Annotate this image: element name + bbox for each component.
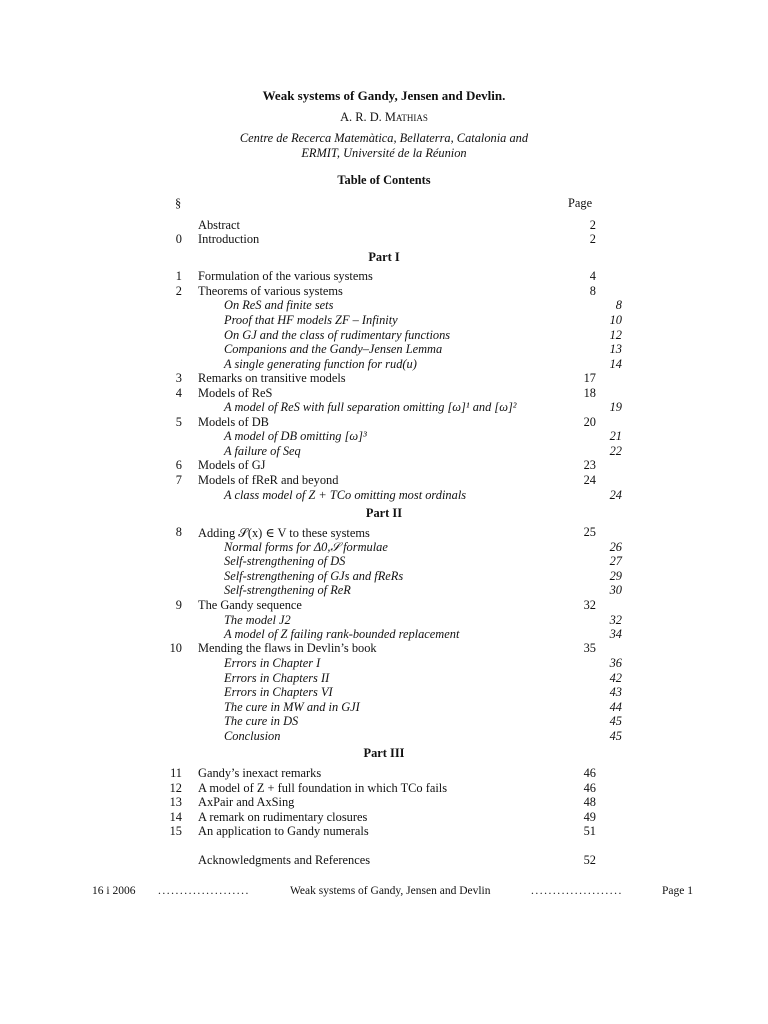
toc-entry bbox=[0, 218, 768, 233]
toc-entry-title: Models of GJ bbox=[198, 458, 266, 472]
toc-subentry bbox=[0, 400, 768, 415]
toc-subentry-page: 29 bbox=[609, 569, 622, 583]
page-column-label: Page bbox=[568, 196, 593, 210]
toc-entry bbox=[0, 824, 768, 839]
toc-subentry bbox=[0, 342, 768, 357]
toc-subentry-page: 30 bbox=[609, 583, 622, 597]
toc-subentry bbox=[0, 313, 768, 328]
toc-subentry bbox=[0, 554, 768, 569]
toc-entry bbox=[0, 641, 768, 656]
toc-subentry bbox=[0, 613, 768, 628]
toc-entry-page: 35 bbox=[583, 641, 596, 655]
toc-entry-page: 18 bbox=[583, 386, 596, 400]
toc-entry-title: Mending the flaws in Devlin’s book bbox=[198, 641, 377, 655]
toc-entry-title: Models of fReR and beyond bbox=[198, 473, 339, 487]
toc-subentry bbox=[0, 627, 768, 642]
toc-subentry bbox=[0, 685, 768, 700]
toc-subentry bbox=[0, 444, 768, 459]
toc-subentry bbox=[0, 729, 768, 744]
toc-subentry-page: 45 bbox=[609, 729, 622, 743]
toc-subentry-page: 45 bbox=[609, 714, 622, 728]
toc-subentry-title: Errors in Chapter I bbox=[224, 656, 321, 670]
footer-dots-left: ..................... bbox=[158, 885, 250, 897]
toc-subentry-title: A single generating function for rud(u) bbox=[224, 357, 417, 371]
toc-entry-title: The Gandy sequence bbox=[198, 598, 302, 612]
toc-entry-number: 10 bbox=[169, 641, 182, 655]
toc-subentry bbox=[0, 328, 768, 343]
toc-entry bbox=[0, 598, 768, 613]
toc-subentry-page: 27 bbox=[609, 554, 622, 568]
toc-entry bbox=[0, 853, 768, 868]
toc-subentry bbox=[0, 357, 768, 372]
toc-subentry bbox=[0, 656, 768, 671]
toc-entry-title: Models of DB bbox=[198, 415, 269, 429]
toc-entry-page: 32 bbox=[583, 598, 596, 612]
toc-entry-page: 48 bbox=[583, 795, 596, 809]
toc-entry-title: Introduction bbox=[198, 232, 260, 246]
toc-entry bbox=[0, 781, 768, 796]
toc-subentry bbox=[0, 429, 768, 444]
toc-subentry-title: Errors in Chapters II bbox=[224, 671, 330, 685]
toc-entry-page: 25 bbox=[583, 525, 596, 539]
toc-subentry-page: 36 bbox=[609, 656, 622, 670]
toc-entry-number: 9 bbox=[175, 598, 182, 612]
toc-entry-title: Adding 𝒮(x) ∈ V to these systems bbox=[198, 526, 370, 540]
toc-subentry-page: 10 bbox=[609, 313, 622, 327]
toc-subentry-page: 34 bbox=[609, 627, 622, 641]
toc-subentry-page: 14 bbox=[609, 357, 622, 371]
toc-subentry-title: Self-strengthening of GJs and fReRs bbox=[224, 569, 404, 583]
toc-entry-number: 12 bbox=[169, 781, 182, 795]
toc-subentry-title: A class model of Z + TCo omitting most ordinals bbox=[224, 488, 467, 502]
toc-subentry-title: On ReS and finite sets bbox=[224, 298, 334, 312]
toc-subentry-page: 19 bbox=[609, 400, 622, 414]
toc-subentry-title: Errors in Chapters VI bbox=[224, 685, 333, 699]
toc-entry-page: 8 bbox=[589, 284, 596, 298]
toc-entry-number: 8 bbox=[175, 525, 182, 539]
toc-entry-title: Abstract bbox=[198, 218, 240, 232]
toc-entry bbox=[0, 525, 768, 540]
toc-entry-title: Gandy’s inexact remarks bbox=[198, 766, 322, 780]
affiliation-line-2: ERMIT, Université de la Réunion bbox=[301, 146, 467, 160]
toc-entry-page: 23 bbox=[583, 458, 596, 472]
toc-entry-page: 24 bbox=[583, 473, 596, 487]
toc-entry-page: 46 bbox=[583, 781, 596, 795]
toc-subentry bbox=[0, 671, 768, 686]
toc-subentry-title: Self-strengthening of DS bbox=[224, 554, 346, 568]
toc-subentry bbox=[0, 298, 768, 313]
toc-entry-number: 13 bbox=[169, 795, 182, 809]
footer-dots-right: ..................... bbox=[531, 885, 623, 897]
toc-entry-number: 5 bbox=[175, 415, 182, 429]
toc-subentry bbox=[0, 540, 768, 555]
toc-entry bbox=[0, 473, 768, 488]
toc-entry bbox=[0, 458, 768, 473]
toc-entry bbox=[0, 269, 768, 284]
toc-entry bbox=[0, 284, 768, 299]
toc-subentry bbox=[0, 569, 768, 584]
toc-entry-page: 49 bbox=[583, 810, 596, 824]
toc-entry-page: 51 bbox=[583, 824, 596, 838]
toc-subentry-title: Normal forms for Δ0,𝒮 formulae bbox=[224, 540, 388, 554]
toc-heading: Table of Contents bbox=[337, 173, 431, 187]
toc-entry-title: AxPair and AxSing bbox=[198, 795, 295, 809]
toc-entry-number: 6 bbox=[175, 458, 182, 472]
toc-subentry-page: 24 bbox=[609, 488, 622, 502]
toc-entry-page: 17 bbox=[583, 371, 596, 385]
toc-entry-number: 0 bbox=[175, 232, 182, 246]
toc-entry-number: 14 bbox=[169, 810, 182, 824]
author: A. R. D. Mathias bbox=[340, 110, 428, 124]
toc-entry-number: 11 bbox=[170, 766, 182, 780]
toc-entry-title: Acknowledgments and References bbox=[198, 853, 371, 867]
toc-subentry-title: A model of Z failing rank-bounded replacement bbox=[224, 627, 460, 641]
affiliation-line-1: Centre de Recerca Matemàtica, Bellaterra, Catalonia and bbox=[239, 131, 529, 145]
toc-entry-number: 15 bbox=[169, 824, 182, 838]
toc-entry-page: 2 bbox=[589, 218, 596, 232]
toc-subentry-title: A failure of Seq bbox=[224, 444, 301, 458]
toc-entry bbox=[0, 232, 768, 247]
footer-date: 16 i 2006 bbox=[92, 885, 136, 897]
toc-subentry-page: 12 bbox=[609, 328, 622, 342]
toc-subentry-page: 43 bbox=[609, 685, 622, 699]
toc-entry-number: 7 bbox=[175, 473, 182, 487]
toc-subentry-title: Companions and the Gandy–Jensen Lemma bbox=[224, 342, 443, 356]
toc-entry bbox=[0, 795, 768, 810]
toc-subentry-page: 44 bbox=[609, 700, 622, 714]
section-symbol: § bbox=[175, 196, 182, 210]
toc-entry-title: Models of ReS bbox=[198, 386, 273, 400]
toc-entry-number: 2 bbox=[175, 284, 182, 298]
footer-running-title: Weak systems of Gandy, Jensen and Devlin bbox=[290, 885, 491, 897]
toc-subentry-page: 26 bbox=[609, 540, 622, 554]
footer-page-number: Page 1 bbox=[662, 885, 693, 897]
toc-subentry-title: On GJ and the class of rudimentary functions bbox=[224, 328, 451, 342]
part-heading: Part II bbox=[365, 506, 403, 520]
toc-entry bbox=[0, 415, 768, 430]
toc-entry-title: Remarks on transitive models bbox=[198, 371, 346, 385]
toc-entry bbox=[0, 810, 768, 825]
toc-subentry-title: The cure in DS bbox=[224, 714, 299, 728]
part-heading: Part III bbox=[363, 746, 405, 760]
toc-entry-page: 52 bbox=[583, 853, 596, 867]
toc-subentry-title: The model J2 bbox=[224, 613, 291, 627]
toc-entry-title: Theorems of various systems bbox=[198, 284, 343, 298]
toc-entry-title: Formulation of the various systems bbox=[198, 269, 373, 283]
toc-entry-title: An application to Gandy numerals bbox=[198, 824, 369, 838]
toc-subentry-page: 21 bbox=[609, 429, 622, 443]
toc-subentry-title: A model of DB omitting [ω]³ bbox=[224, 429, 367, 443]
toc-subentry-title: Proof that HF models ZF – Infinity bbox=[224, 313, 398, 327]
toc-subentry bbox=[0, 714, 768, 729]
toc-entry bbox=[0, 371, 768, 386]
paper-title: Weak systems of Gandy, Jensen and Devlin. bbox=[262, 88, 506, 103]
toc-subentry-page: 42 bbox=[609, 671, 622, 685]
toc-subentry-title: The cure in MW and in GJI bbox=[224, 700, 360, 714]
toc-entry-number: 3 bbox=[175, 371, 182, 385]
toc-subentry-title: A model of ReS with full separation omitting [ω]¹ and [ω]² bbox=[224, 400, 517, 414]
toc-entry-page: 2 bbox=[589, 232, 596, 246]
toc-subentry-title: Conclusion bbox=[224, 729, 281, 743]
toc-entry-page: 46 bbox=[583, 766, 596, 780]
toc-subentry bbox=[0, 583, 768, 598]
toc-subentry-title: Self-strengthening of ReR bbox=[224, 583, 351, 597]
toc-subentry bbox=[0, 700, 768, 715]
toc-entry-page: 20 bbox=[583, 415, 596, 429]
toc-entry bbox=[0, 386, 768, 401]
toc-entry-title: A remark on rudimentary closures bbox=[198, 810, 368, 824]
toc-entry-title: A model of Z + full foundation in which TCo fails bbox=[198, 781, 448, 795]
toc-subentry-page: 32 bbox=[609, 613, 622, 627]
part-heading: Part I bbox=[368, 250, 400, 264]
toc-subentry-page: 22 bbox=[609, 444, 622, 458]
toc-entry-number: 4 bbox=[175, 386, 182, 400]
toc-entry-page: 4 bbox=[589, 269, 596, 283]
toc-subentry-page: 13 bbox=[609, 342, 622, 356]
toc-subentry bbox=[0, 488, 768, 503]
toc-subentry-page: 8 bbox=[615, 298, 622, 312]
toc-entry-number: 1 bbox=[175, 269, 182, 283]
toc-entry bbox=[0, 766, 768, 781]
